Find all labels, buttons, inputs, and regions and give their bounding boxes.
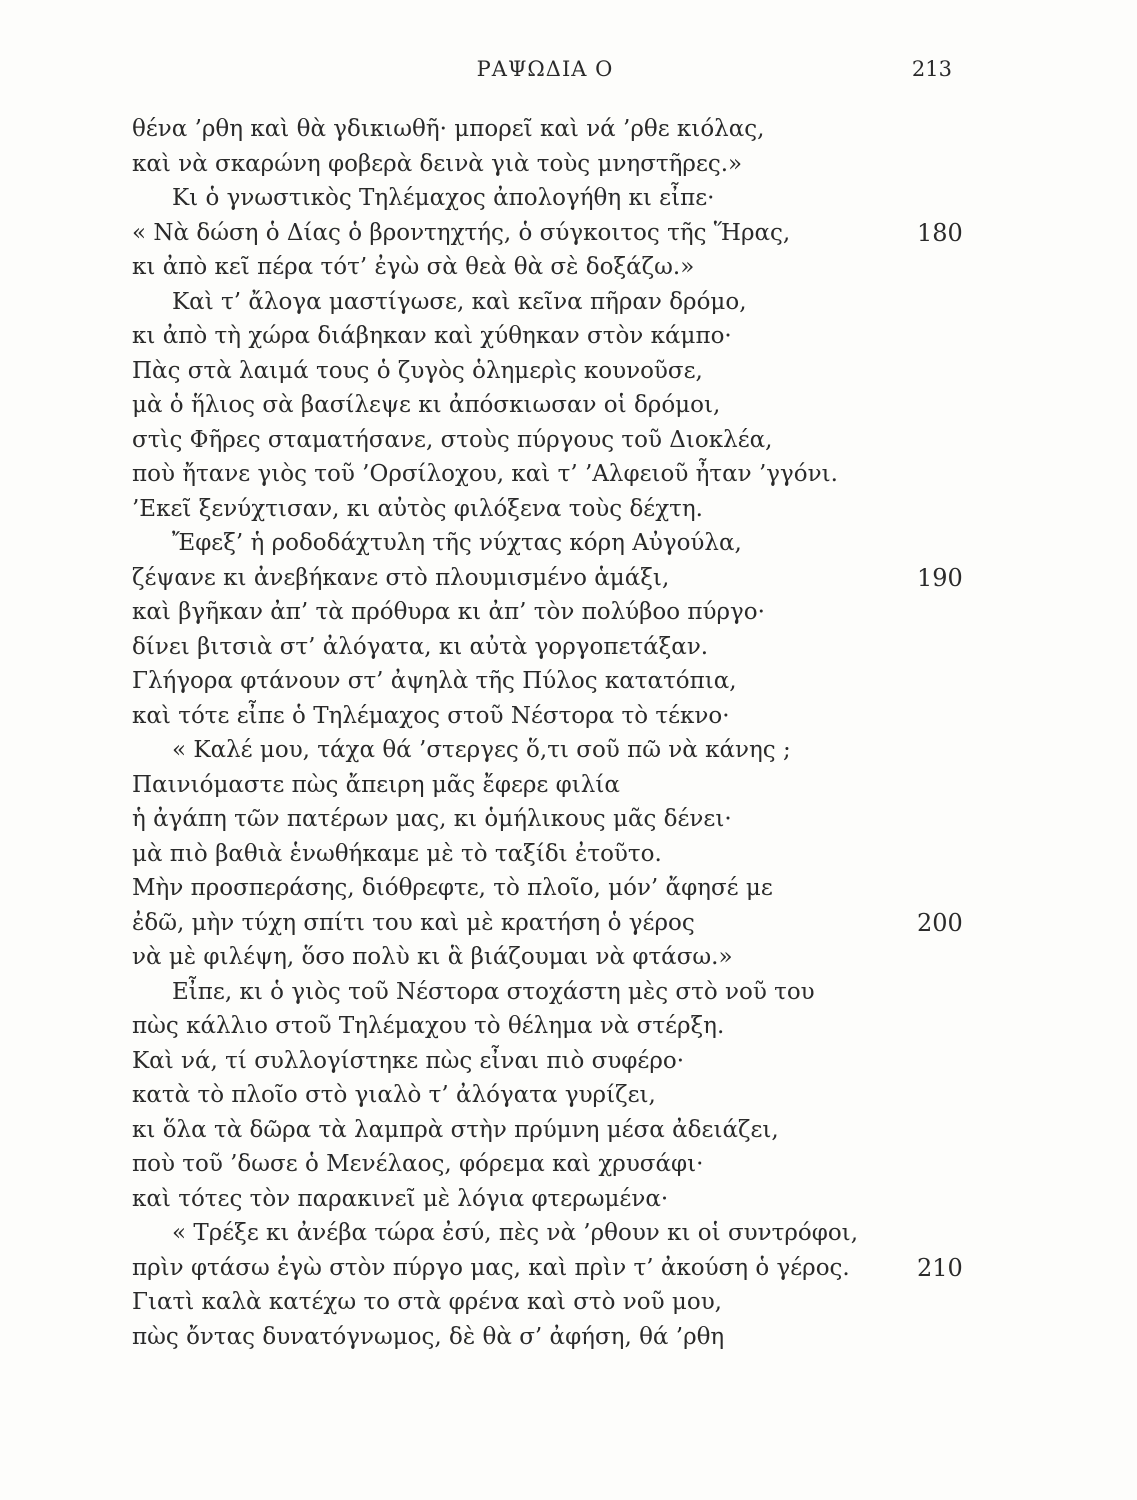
verse-text: Γλήγορα φτάνουν στ’ ἀψηλὰ τῆς Πύλος κατατόπια, — [132, 668, 737, 694]
verse-line — [0, 354, 1137, 389]
verse-text: « Νὰ δώση ὁ Δίας ὁ βροντηχτής, ὁ σύγκοιτος τῆς Ἥρας, — [132, 219, 791, 246]
verse-text: κι ἀπὸ τὴ χώρα διάβηκαν καὶ χύθηκαν στὸν κάμπο· — [132, 323, 732, 349]
verse-line — [0, 630, 1137, 665]
verse-line — [0, 1009, 1137, 1044]
running-title: ΡΑΨΩΔΙΑ Ο — [476, 57, 614, 81]
verse-text: καὶ νὰ σκαρώνη φοβερὰ δεινὰ γιὰ τοὺς μνηστῆρες.» — [132, 150, 743, 177]
verse-line — [0, 250, 1137, 285]
verse-text: Κι ὁ γνωστικὸς Τηλέμαχος ἀπολογήθη κι εἶπε· — [172, 185, 715, 211]
verse-text: « Καλέ μου, τάχα θά ’στεργες ὅ,τι σοῦ πῶ νὰ κάνης ; — [172, 737, 791, 763]
page-header — [0, 52, 1137, 86]
page-number: 213 — [911, 57, 952, 81]
verse-text: Μὴν προσπεράσης, διόθρεφτε, τὸ πλοῖο, μόν’ ἄφησέ με — [132, 875, 773, 901]
verse-line — [0, 802, 1137, 837]
verse-line — [0, 423, 1137, 458]
verse-text: Ἔφεξ’ ἡ ροδοδάχτυλη τῆς νύχτας κόρη Αὐγούλα, — [172, 530, 742, 556]
verse-text: θένα ’ρθη καὶ θὰ γδικιωθῆ· μπορεῖ καὶ νά ’ρθε κιόλας, — [132, 116, 765, 142]
verse-text: κι ὅλα τὰ δῶρα τὰ λαμπρὰ στὴν πρύμνη μέσα ἀδειάζει, — [132, 1116, 779, 1143]
verse-text: δίνει βιτσιὰ στ’ ἀλόγατα, κι αὐτὰ γοργοπετάξαν. — [132, 633, 709, 660]
verse-line — [0, 1320, 1137, 1355]
verse-text: Εἶπε, κι ὁ γιὸς τοῦ Νέστορα στοχάστη μὲς στὸ νοῦ του — [172, 978, 815, 1005]
verse-text: στὶς Φῆρες σταματήσανε, στοὺς πύργους τοῦ Διοκλέα, — [132, 426, 773, 453]
verse-text: πὼς ὄντας δυνατόγνωμος, δὲ θὰ σ’ ἀφήση, θά ’ρθη — [132, 1323, 725, 1350]
verse-line — [0, 837, 1137, 872]
verse-line — [0, 526, 1137, 561]
verse-text: Γιατὶ καλὰ κατέχω το στὰ φρένα καὶ στὸ νοῦ μου, — [132, 1289, 722, 1315]
verse-text: μὰ ὁ ἥλιος σὰ βασίλεψε κι ἀπόσκιωσαν οἱ δρόμοι, — [132, 392, 721, 418]
verse-text: μὰ πιὸ βαθιὰ ἑνωθήκαμε μὲ τὸ ταξίδι ἐτοῦτο. — [132, 840, 662, 867]
verse-text: κατὰ τὸ πλοῖο στὸ γιαλὸ τ’ ἀλόγατα γυρίζει, — [132, 1082, 656, 1108]
verse-text: ζέψανε κι ἀνεβήκανε στὸ πλουμισμένο ἁμάξι, — [132, 564, 670, 591]
verse-text: Καὶ νά, τί συλλογίστηκε πὼς εἶναι πιὸ συφέρο· — [132, 1047, 684, 1074]
verse-line — [0, 1078, 1137, 1113]
verse-line — [0, 388, 1137, 423]
verse-line — [0, 975, 1137, 1010]
verse-text: « Τρέξε κι ἀνέβα τώρα ἐσύ, πὲς νὰ ’ρθουν κι οἱ συντρόφοι, — [172, 1220, 859, 1246]
verse-text: ποὺ ἤτανε γιὸς τοῦ ’Ορσίλοχου, καὶ τ’ ’Αλφειοῦ ἦταν ’γγόνι. — [132, 461, 838, 487]
verse-text: Πὰς στὰ λαιμά τους ὁ ζυγὸς ὁλημερὶς κουνοῦσε, — [132, 357, 703, 384]
verse-line — [0, 1044, 1137, 1079]
verse-text: Παινιόμαστε πὼς ἄπειρη μᾶς ἔφερε φιλία — [132, 771, 620, 798]
line-number: 200 — [917, 908, 963, 937]
verse-line — [0, 112, 1137, 147]
verse-line — [0, 768, 1137, 803]
line-number: 190 — [917, 563, 963, 592]
verse-line — [0, 181, 1137, 216]
verse-line — [0, 940, 1137, 975]
verse-text: Καὶ τ’ ἄλογα μαστίγωσε, καὶ κεῖνα πῆραν δρόμο, — [172, 288, 747, 315]
verse-text: ποὺ τοῦ ’δωσε ὁ Μενέλαος, φόρεμα καὶ χρυσάφι· — [132, 1151, 704, 1177]
line-number: 210 — [917, 1253, 963, 1282]
verse-line — [0, 216, 1137, 251]
verse-line — [0, 457, 1137, 492]
verse-text: νὰ μὲ φιλέψη, ὅσο πολὺ κι ἃ βιάζουμαι νὰ φτάσω.» — [132, 944, 733, 970]
verse-text: καὶ τότε εἶπε ὁ Τηλέμαχος στοῦ Νέστορα τὸ τέκνο· — [132, 702, 730, 729]
verse-line — [0, 906, 1137, 941]
verse-text: πρὶν φτάσω ἐγὼ στὸν πύργο μας, καὶ πρὶν τ’ ἀκούση ὁ γέρος. — [132, 1254, 850, 1281]
verse-text: ἐδῶ, μὴν τύχη σπίτι του καὶ μὲ κρατήση ὁ γέρος — [132, 909, 695, 936]
verse-line — [0, 1147, 1137, 1182]
verse-line — [0, 319, 1137, 354]
line-number: 180 — [917, 218, 963, 247]
verse-line — [0, 1182, 1137, 1217]
verse-line — [0, 285, 1137, 320]
verse-line — [0, 699, 1137, 734]
verse-text: καὶ βγῆκαν ἀπ’ τὰ πρόθυρα κι ἀπ’ τὸν πολύβοο πύργο· — [132, 599, 765, 625]
verse-line — [0, 1113, 1137, 1148]
verse-line — [0, 664, 1137, 699]
verse-line — [0, 871, 1137, 906]
verse-line — [0, 1285, 1137, 1320]
verse-line — [0, 1251, 1137, 1286]
verse-text: κι ἀπὸ κεῖ πέρα τότ’ ἐγὼ σὰ θεὰ θὰ σὲ δοξάζω.» — [132, 254, 695, 280]
verse-line — [0, 1216, 1137, 1251]
verse-text: ἡ ἀγάπη τῶν πατέρων μας, κι ὁμήλικους μᾶς δένει· — [132, 806, 732, 832]
verse-line — [0, 595, 1137, 630]
verse-text: καὶ τότες τὸν παρακινεῖ μὲ λόγια φτερωμένα· — [132, 1185, 669, 1212]
verse-line — [0, 733, 1137, 768]
verse-line — [0, 147, 1137, 182]
verse-line — [0, 561, 1137, 596]
verse-line — [0, 492, 1137, 527]
verse-block — [0, 112, 1137, 1354]
verse-text: ’Εκεῖ ξενύχτισαν, κι αὐτὸς φιλόξενα τοὺς δέχτη. — [132, 495, 703, 522]
verse-text: πὼς κάλλιο στοῦ Τηλέμαχου τὸ θέλημα νὰ στέρξη. — [132, 1013, 725, 1039]
